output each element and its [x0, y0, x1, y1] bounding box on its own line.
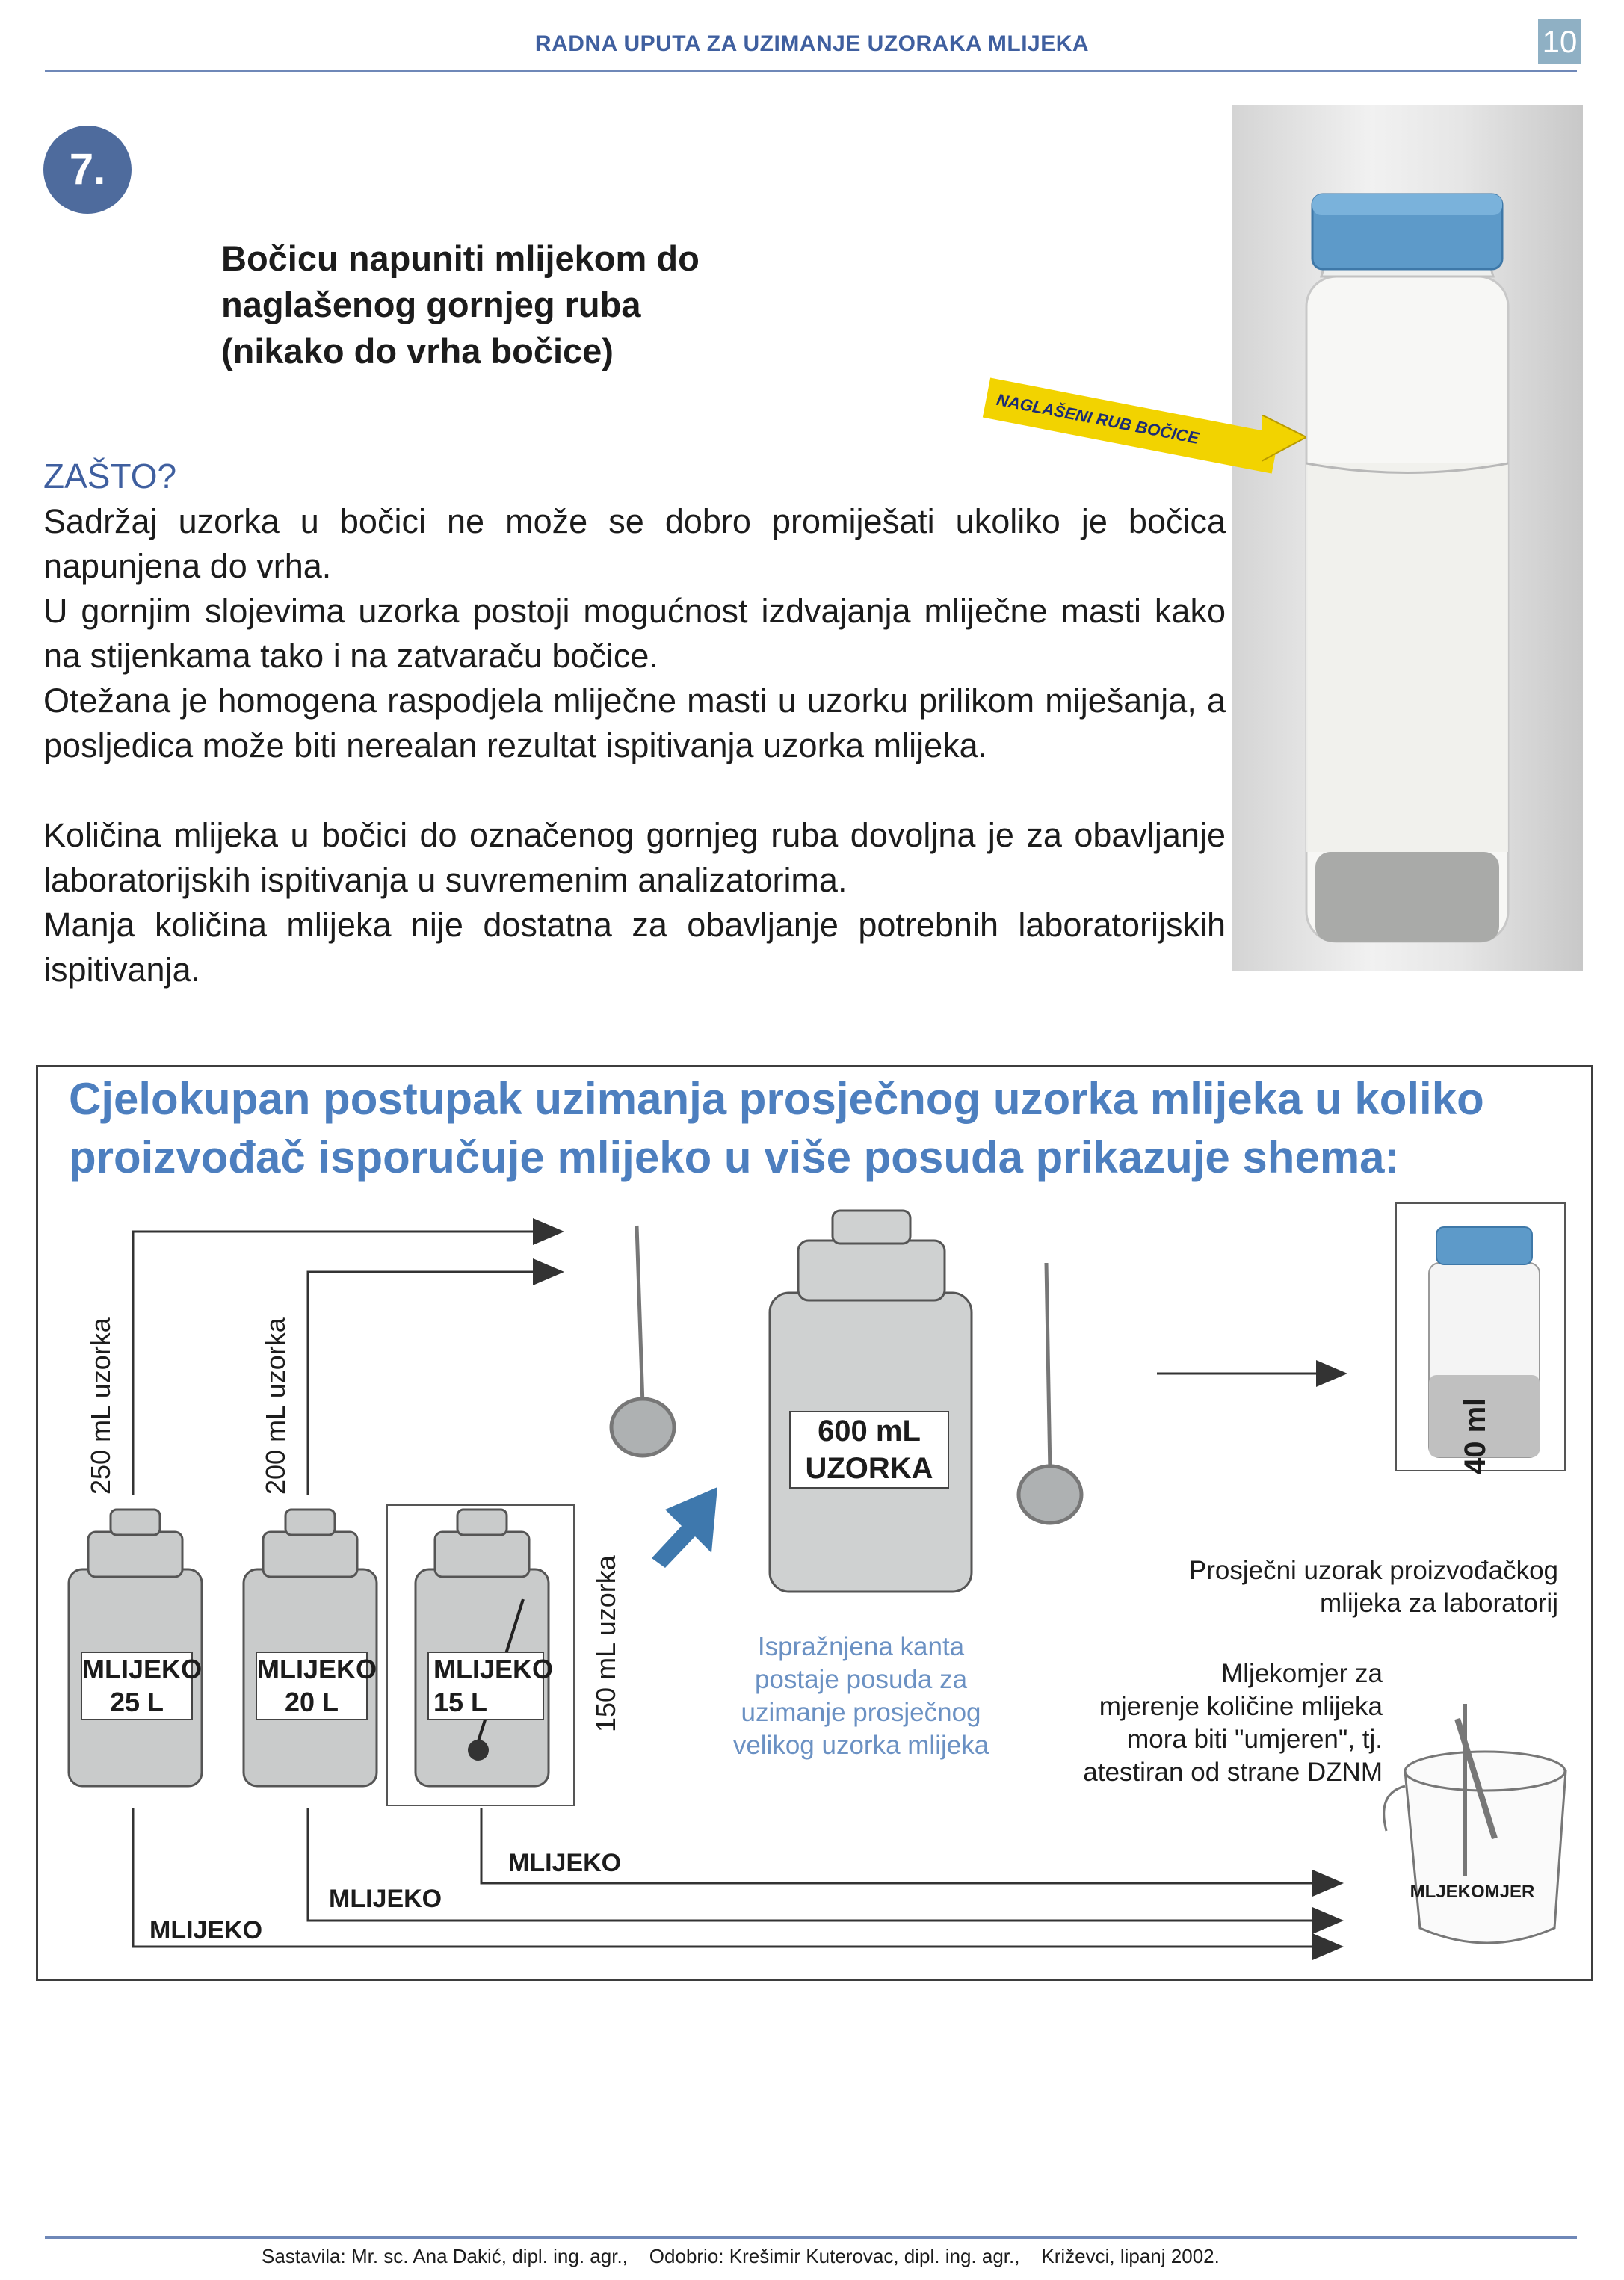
why-paragraph: Količina mlijeka u bočici do označenog gornjeg ruba dovoljna je za obavljanje laboratorijskih ispitivanja u suvremenim analizatorima. [43, 816, 1226, 899]
sample-volume-label: 150 mL uzorka [590, 1555, 621, 1732]
ladle-icon [1019, 1263, 1081, 1523]
scheme-title: Cjelokupan postupak uzimanja prosječnog uzorka mlijeka u koliko proizvođač isporučuje mlijeko u više posuda prikazuje shema: [69, 1074, 1484, 1182]
can-label-volume: 20 L [284, 1687, 339, 1717]
document-header-title: RADNA UPUTA ZA UZIMANJE UZORAKA MLIJEKA [534, 31, 1090, 56]
can-label-volume: 25 L [109, 1687, 164, 1717]
why-heading: ZAŠTO? [43, 457, 177, 495]
milk-flow-label: MLIJEKO [508, 1849, 622, 1877]
footer-rule [45, 2236, 1577, 2239]
sample-volume-label: 250 mL uzorka [85, 1317, 116, 1495]
sample-bottle-illustration [1232, 105, 1583, 971]
arrow-head-icon [1262, 415, 1306, 467]
caption-line: Prosječni uzorak proizvođačkog [1188, 1556, 1558, 1585]
can-label [427, 1652, 554, 1720]
can-label [81, 1652, 203, 1720]
milk-can-icon [69, 1510, 202, 1786]
can-label-name: MLIJEKO [257, 1654, 377, 1684]
caption-line: atestiran od strane DZNM [1083, 1758, 1383, 1787]
caption-line: Mljekomjer za [1221, 1659, 1383, 1688]
can-label-volume: 15 L [433, 1687, 488, 1717]
milk-meter-caption [1024, 1658, 1383, 1789]
why-paragraph: Sadržaj uzorka u bočici ne može se dobro promiješati ukoliko je bočica napunjena do vrha. [43, 502, 1226, 585]
caption-line: velikog uzorka mlijeka [732, 1731, 989, 1760]
caption-line: mora biti "umjeren", tj. [1127, 1725, 1383, 1754]
milk-flow-arrow [308, 1808, 1342, 1921]
caption-line: mjerenje količine mlijeka [1099, 1692, 1383, 1721]
milk-flow-arrow [133, 1808, 1342, 1947]
large-milk-can-icon [770, 1211, 972, 1592]
sample-volume-label: 200 mL uzorka [260, 1317, 291, 1495]
sample-bottle-photo [1232, 105, 1583, 971]
caption-line: uzimanje prosječnog [741, 1698, 981, 1727]
milk-can-icon [244, 1510, 377, 1786]
page-number: 10 [1538, 19, 1581, 64]
highlighted-rim-arrow-label: NAGLAŠENI RUB BOČICE [983, 377, 1279, 473]
footer-place-date: Križevci, lipanj 2002. [1041, 2245, 1220, 2267]
footer-author: Sastavila: Mr. sc. Ana Dakić, dipl. ing. agr., [262, 2245, 628, 2267]
step-instruction [221, 235, 894, 374]
instruction-line: Bočicu napuniti mlijekom do [221, 238, 700, 278]
big-can-label-text: UZORKA [805, 1452, 933, 1485]
milk-meter-label: MLJEKOMJER [1410, 1882, 1535, 1902]
header-rule [45, 70, 1577, 72]
ladle-icon [611, 1226, 674, 1456]
step-number-badge: 7. [43, 126, 132, 214]
bottle-volume-label: 40 ml [1459, 1397, 1492, 1474]
can-label-name: MLIJEKO [433, 1654, 554, 1684]
document-footer [262, 2245, 1220, 2268]
milk-flow-label: MLIJEKO [149, 1916, 263, 1944]
milk-meter-icon [1384, 1704, 1566, 1943]
big-can-label [789, 1411, 949, 1489]
why-paragraph: Manja količina mlijeka nije dostatna za obavljanje potrebnih laboratorijskih ispitivanja. [43, 906, 1226, 989]
can-label [256, 1652, 377, 1720]
lab-sample-caption [1091, 1554, 1558, 1620]
dipper-cup [468, 1740, 489, 1761]
caption-line: postaje posuda za [754, 1665, 968, 1694]
can-label-name: MLIJEKO [82, 1654, 203, 1684]
why-paragraph: Otežana je homogena raspodjela mliječne masti u uzorku prilikom miješanja, a posljedica može biti nerealan rezultat ispitivanja uzorka mlijeka. [43, 682, 1226, 764]
big-can-label-volume: 600 mL [818, 1415, 921, 1448]
why-paragraph: U gornjim slojevima uzorka postoji mogućnost izdvajanja mliječne masti kako na stijenkama tako i na zatvaraču bočice. [43, 592, 1226, 675]
instruction-line: (nikako do vrha bočice) [221, 331, 614, 371]
caption-line: Ispražnjena kanta [757, 1632, 965, 1661]
pointer-arrow-icon [652, 1487, 717, 1568]
instruction-line: naglašenog gornjeg ruba [221, 285, 641, 324]
caption-line: mlijeka za laboratorij [1319, 1589, 1558, 1618]
empty-can-caption [697, 1631, 1025, 1762]
sample-flow-arrow [308, 1272, 562, 1495]
footer-approver: Odobrio: Krešimir Kuterovac, dipl. ing. agr., [649, 2245, 1020, 2267]
milk-flow-label: MLIJEKO [329, 1885, 442, 1913]
